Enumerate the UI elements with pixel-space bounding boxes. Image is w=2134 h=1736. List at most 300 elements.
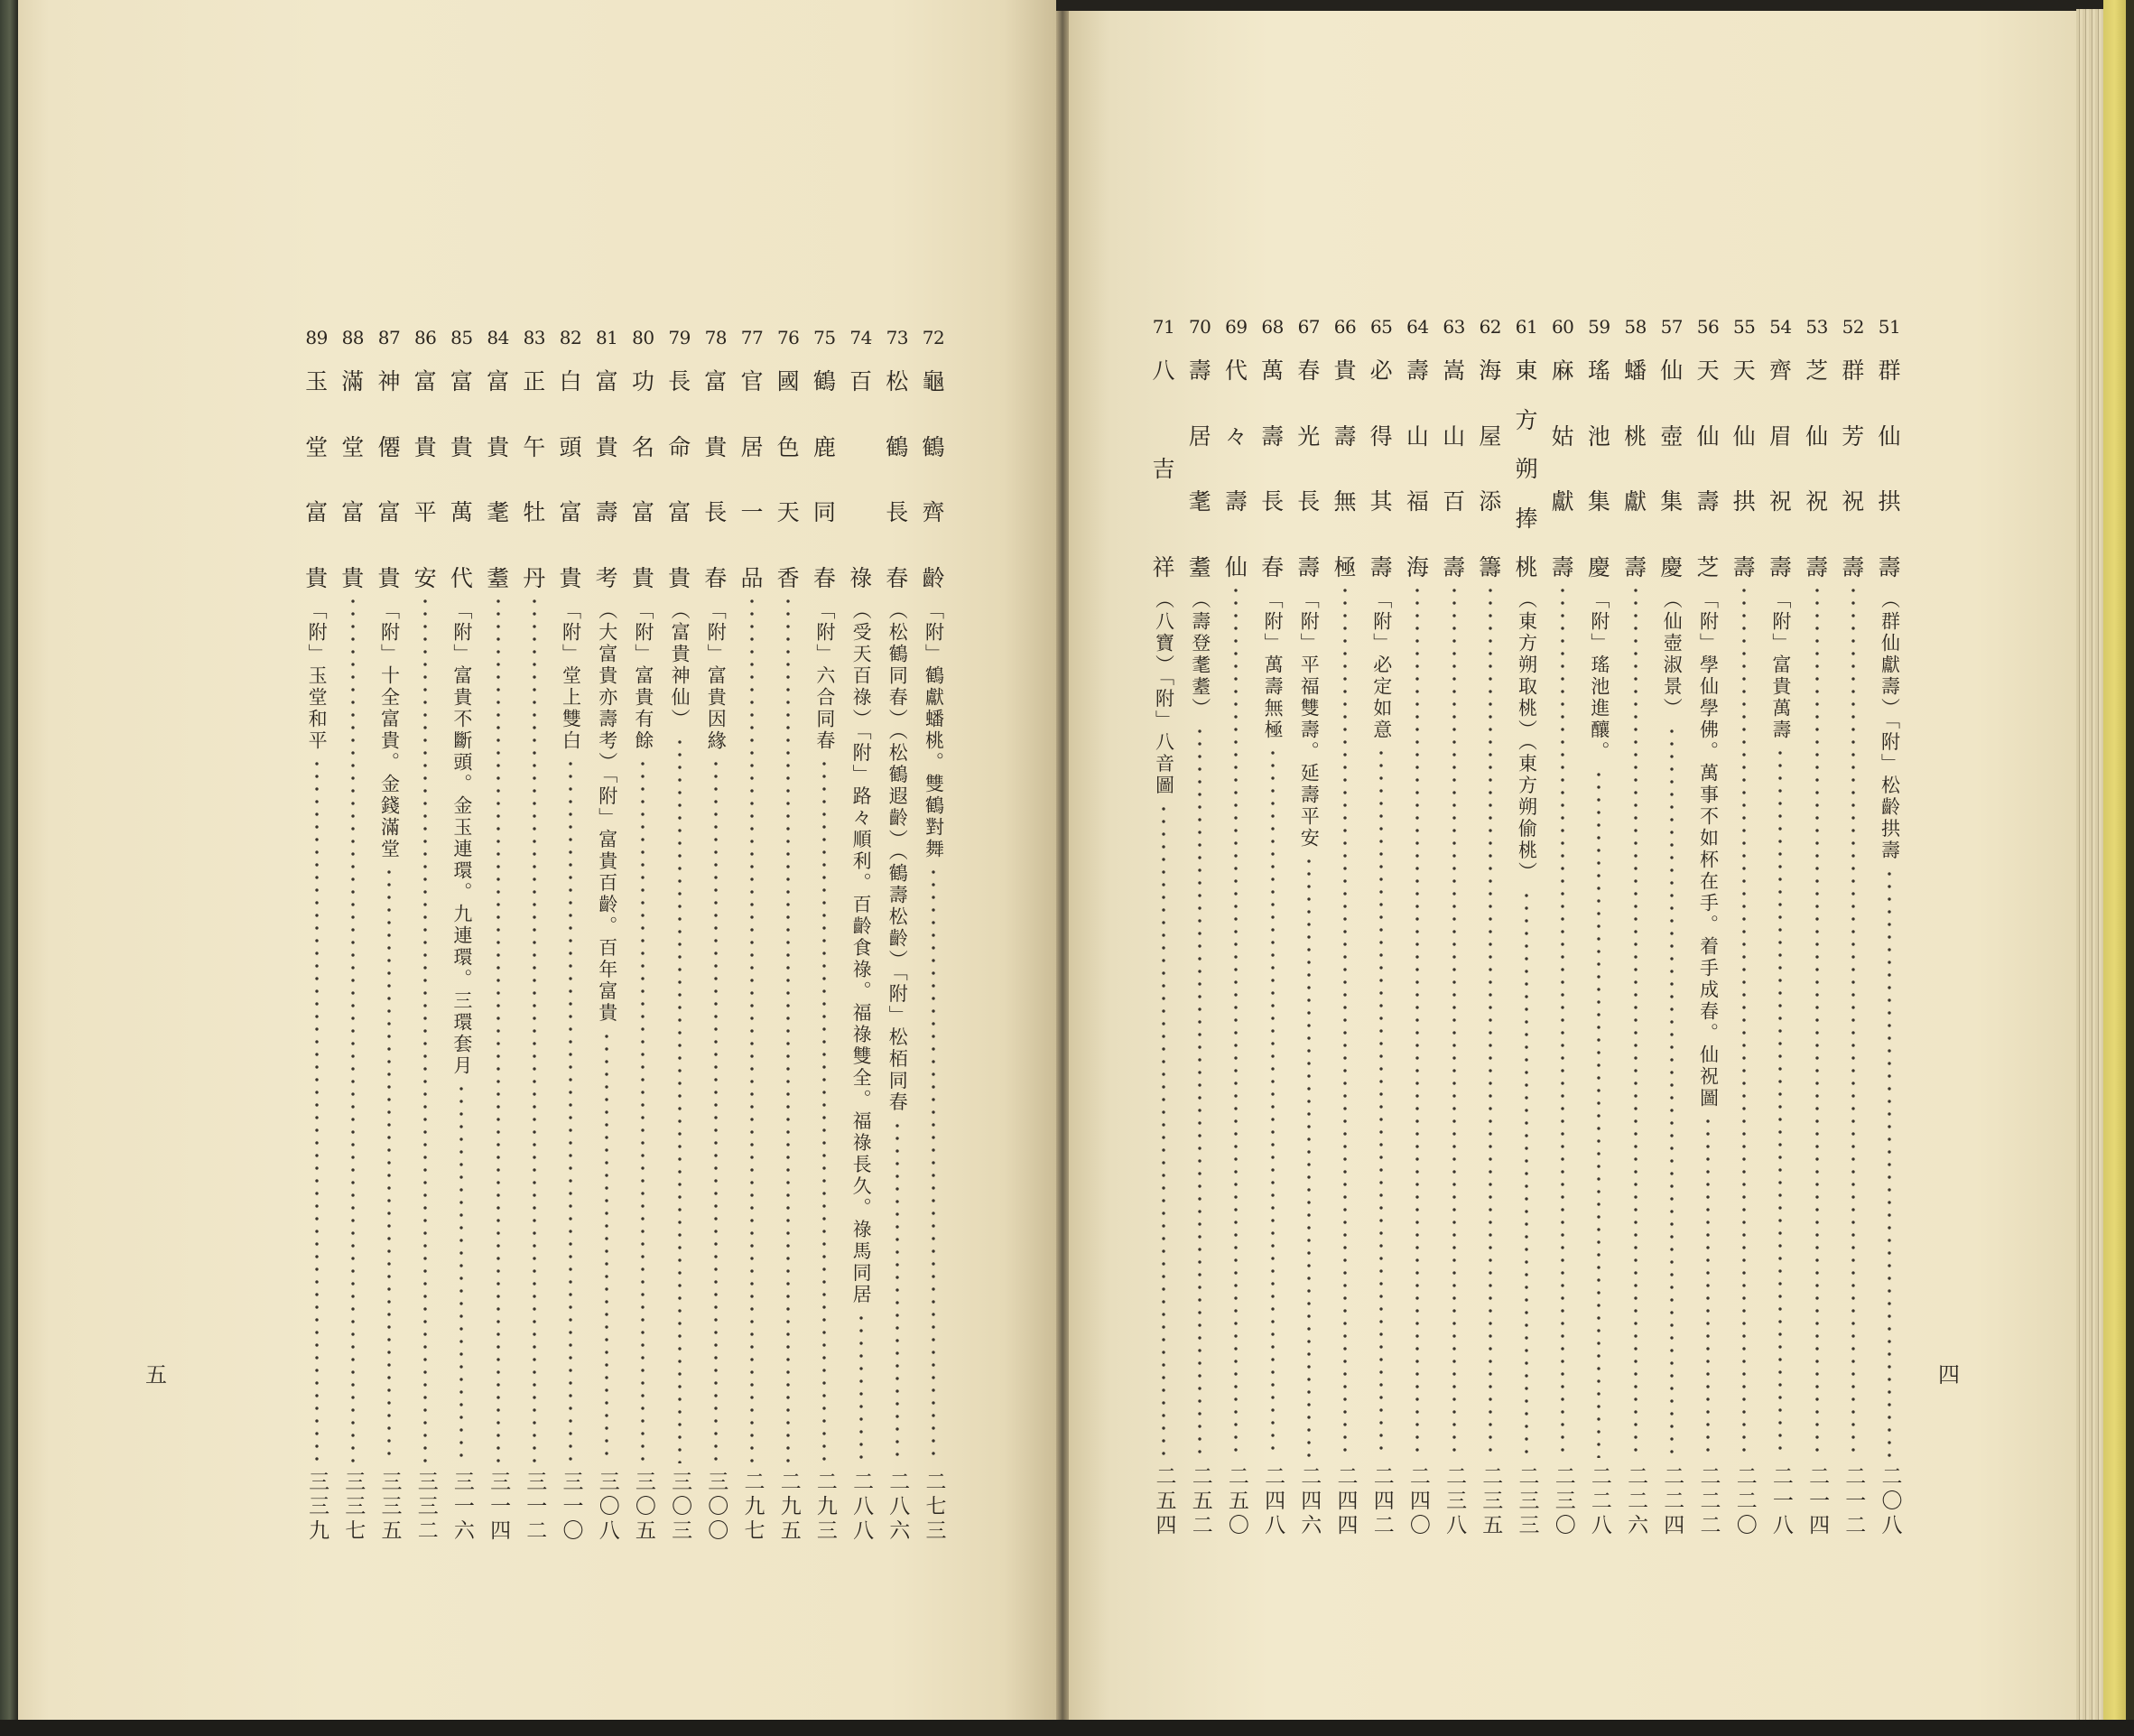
title-character: 色: [776, 433, 800, 460]
dot-leader: [821, 757, 828, 1463]
entry-page-reference: 二二〇: [1732, 1465, 1757, 1538]
dot-leader: [1523, 889, 1530, 1459]
title-character: 祥: [1152, 554, 1175, 580]
entry-title: [1225, 359, 1248, 579]
dot-leader: [676, 736, 683, 1463]
entry-number: 62: [1479, 316, 1502, 338]
entry-page-reference: 三一六: [450, 1471, 474, 1544]
toc-entry: [917, 325, 950, 1544]
title-character: 富: [487, 368, 510, 395]
title-character: 貴: [413, 433, 437, 460]
entry-page-reference: 二五四: [1152, 1465, 1176, 1538]
title-character: 拱: [1732, 488, 1756, 515]
toc-entry: [409, 325, 441, 1544]
entry-title: [777, 370, 800, 589]
entry-note: 「附」萬壽無極: [1262, 589, 1285, 741]
title-character: 壽: [1551, 553, 1574, 580]
title-character: 春: [1297, 357, 1321, 384]
title-character: 貴: [595, 433, 618, 460]
dot-leader: [1814, 584, 1821, 1458]
toc-entry: [700, 325, 732, 1544]
title-character: 山: [1406, 422, 1429, 450]
title-character: 壽: [1878, 553, 1901, 580]
title-character: 芳: [1842, 422, 1865, 450]
entry-page-reference: 二五二: [1188, 1465, 1212, 1538]
dot-leader: [1777, 747, 1784, 1458]
title-character: 仙: [1878, 422, 1901, 450]
entry-note: （大富貴亦壽考）「附」富貴百齡。百年富貴: [596, 600, 618, 1025]
title-character: 耄: [1188, 488, 1211, 515]
toc-entry: [445, 325, 478, 1544]
dot-leader: [748, 595, 756, 1463]
entry-page-reference: 二三八: [1443, 1465, 1467, 1538]
title-character: 百: [1443, 488, 1466, 515]
entry-title: [596, 370, 618, 589]
title-character: 貴: [377, 564, 401, 591]
entry-number: 81: [595, 327, 618, 348]
entry-title: [922, 370, 944, 589]
entry-number: 78: [704, 327, 728, 348]
entry-title: [1406, 359, 1429, 579]
title-character: 午: [523, 433, 546, 460]
title-character: 頭: [559, 433, 582, 460]
dot-leader: [422, 595, 429, 1463]
dot-leader: [1886, 868, 1893, 1459]
title-character: 貴: [341, 564, 365, 591]
toc-entry: [881, 325, 914, 1544]
entry-number: 65: [1369, 316, 1393, 338]
entry-page-reference: 三〇八: [595, 1471, 619, 1544]
entry-note: 「附」學仙學佛。萬事不如杯在手。着手成春。仙祝圖: [1697, 589, 1720, 1109]
title-character: 富: [668, 499, 691, 526]
title-character: 々: [1224, 422, 1248, 450]
entry-page-reference: 三〇五: [631, 1471, 655, 1544]
title-character: 壽: [1624, 553, 1647, 580]
title-character: 屋: [1479, 422, 1502, 450]
entry-note: 「附」鶴獻蟠桃。雙鶴對舞: [923, 600, 945, 860]
toc-entry: [845, 325, 877, 1544]
title-character: 貴: [631, 564, 654, 591]
scan-bottom-edge: [0, 1720, 2134, 1736]
title-character: 壽: [1261, 422, 1285, 450]
entry-page-reference: 二一八: [1768, 1465, 1793, 1538]
entry-title: [668, 370, 691, 589]
dot-leader: [1632, 584, 1639, 1458]
entry-number: 57: [1660, 316, 1684, 338]
entry-title: [1878, 359, 1900, 579]
title-character: 富: [559, 499, 582, 526]
entry-title: [377, 370, 400, 589]
title-character: 居: [740, 433, 764, 460]
dot-leader: [495, 595, 502, 1463]
entry-note: 「附」十全富貴。金錢滿堂: [378, 600, 401, 860]
title-character: 桃: [1515, 554, 1538, 580]
entry-note: （東方朔取桃）（東方朔偷桃）: [1516, 589, 1538, 884]
dot-leader: [1269, 747, 1276, 1458]
entry-page-reference: 二二二: [1696, 1465, 1721, 1538]
toc-entry: [554, 325, 587, 1544]
title-character: 芝: [1696, 553, 1720, 580]
toc-entry: [482, 325, 515, 1544]
entry-title: [1443, 359, 1465, 579]
entry-number: 51: [1878, 316, 1901, 338]
entry-number: 54: [1769, 316, 1792, 338]
title-character: 富: [341, 499, 365, 526]
entry-number: 69: [1225, 316, 1248, 338]
entry-note: （群仙獻壽）「附」松齡拱壽: [1879, 589, 1901, 862]
title-character: 名: [631, 433, 654, 460]
dot-leader: [567, 757, 574, 1463]
entry-number: 52: [1842, 316, 1865, 338]
title-character: 品: [740, 564, 764, 591]
entry-title: [1515, 359, 1537, 579]
entry-number: 53: [1805, 316, 1828, 338]
title-character: 貴: [450, 433, 473, 460]
title-character: 壽: [1768, 553, 1792, 580]
entry-number: 60: [1551, 316, 1574, 338]
entry-page-reference: 二四四: [1333, 1465, 1358, 1538]
title-character: 蟠: [1624, 357, 1647, 384]
toc-entry: [518, 325, 551, 1544]
title-character: 天: [776, 499, 800, 526]
entry-number: 89: [305, 327, 328, 348]
dot-leader: [1232, 584, 1239, 1458]
entry-number: 75: [813, 327, 836, 348]
title-character: 瑤: [1587, 357, 1610, 384]
entry-note: （壽登耄耋）: [1189, 589, 1211, 719]
entry-page-reference: 二三三: [1515, 1465, 1539, 1538]
title-character: 百: [849, 368, 873, 395]
title-character: 國: [776, 368, 800, 395]
title-character: 富: [631, 499, 654, 526]
dot-leader: [458, 1082, 465, 1463]
dot-leader: [1595, 768, 1602, 1458]
entry-page-reference: 二三〇: [1551, 1465, 1575, 1538]
title-character: 僊: [377, 433, 401, 460]
entry-title: [1624, 359, 1647, 579]
entry-number: 67: [1297, 316, 1321, 338]
left-page: [18, 0, 1056, 1720]
title-character: 山: [1443, 422, 1466, 450]
entry-page-reference: 三〇〇: [704, 1471, 728, 1544]
title-character: 富: [450, 368, 473, 395]
dot-leader: [712, 757, 719, 1463]
title-character: 富: [413, 368, 437, 395]
title-character: 鶴: [886, 433, 909, 460]
dot-leader: [894, 1119, 901, 1464]
entry-note: 「附」富貴不斷頭。金玉連環。九連環。三環套月: [450, 600, 473, 1077]
toc-entry: [1582, 314, 1615, 1538]
toc-entry: [1510, 314, 1543, 1538]
dot-leader: [1850, 584, 1857, 1458]
entry-note: （八寶）「附」八音圖: [1153, 589, 1175, 797]
toc-entry: [808, 325, 840, 1544]
toc-entry: [1728, 314, 1760, 1538]
title-character: 齊: [1768, 357, 1792, 384]
title-character: 芝: [1805, 357, 1829, 384]
title-character: 無: [1333, 488, 1357, 515]
dot-leader: [349, 595, 357, 1463]
dot-leader: [784, 595, 792, 1463]
title-character: 添: [1479, 488, 1502, 515]
entry-note: 「附」玉堂和平: [306, 600, 329, 752]
title-character: 祝: [1768, 488, 1792, 515]
title-character: 功: [631, 368, 654, 395]
entry-title: [1696, 359, 1719, 579]
title-character: 捧: [1515, 505, 1538, 532]
dot-leader: [531, 595, 538, 1463]
page-stack-edge: [2076, 9, 2103, 1720]
entry-title: [305, 370, 328, 589]
title-character: 群: [1878, 357, 1901, 384]
entry-title: [1842, 359, 1864, 579]
dot-leader: [858, 1312, 865, 1464]
title-character: 祝: [1805, 488, 1829, 515]
title-character: 龜: [922, 368, 945, 395]
title-character: 代: [450, 564, 473, 591]
entry-note: 「附」富貴有餘: [632, 600, 654, 752]
toc-entry: [736, 325, 768, 1544]
entry-note: （受天百祿）「附」路々順利。百齡食祿。福祿雙全。福祿長久。祿馬同居: [850, 600, 873, 1306]
entry-number: 61: [1515, 316, 1538, 338]
title-character: 眉: [1768, 422, 1792, 450]
title-character: 海: [1479, 357, 1502, 384]
title-character: 壽: [1696, 488, 1720, 515]
entry-page-reference: 二三五: [1479, 1465, 1503, 1538]
entry-title: [1660, 359, 1683, 579]
book-cover-edge-right: [2126, 0, 2134, 1736]
entry-page-reference: 二二八: [1587, 1465, 1611, 1538]
toc-entry: [1873, 314, 1906, 1538]
title-character: 獻: [1624, 488, 1647, 515]
entry-number: 72: [922, 327, 945, 348]
title-character: 桃: [1624, 422, 1647, 450]
folio-left: 五: [145, 1362, 167, 1388]
entry-page-reference: 二四二: [1369, 1465, 1394, 1538]
title-character: 堂: [305, 433, 329, 460]
entry-number: 63: [1443, 316, 1465, 338]
title-character: 集: [1660, 488, 1684, 515]
toc-entry: [1257, 314, 1289, 1538]
title-character: 春: [886, 564, 909, 591]
entry-title: [886, 370, 908, 589]
title-character: 鹿: [812, 433, 836, 460]
entry-number: 82: [559, 327, 582, 348]
title-character: 平: [413, 499, 437, 526]
entry-title: [1152, 359, 1174, 579]
entry-note: 「附」富貴因緣: [705, 600, 728, 752]
title-character: 考: [595, 564, 618, 591]
title-character: 安: [413, 564, 437, 591]
right-page: [1069, 11, 2076, 1720]
entry-number: 83: [523, 327, 546, 348]
title-character: 萬: [450, 499, 473, 526]
title-character: 長: [668, 368, 691, 395]
dot-leader: [639, 757, 646, 1463]
title-character: 官: [740, 368, 764, 395]
title-character: 貴: [1333, 357, 1357, 384]
entry-note: （富貴神仙）: [669, 600, 691, 730]
title-character: 耄: [487, 499, 510, 526]
entry-title: [1261, 359, 1284, 579]
dot-leader: [1160, 803, 1167, 1459]
title-character: 極: [1333, 553, 1357, 580]
dot-leader: [1341, 584, 1349, 1458]
title-character: 牡: [523, 499, 546, 526]
title-character: 壽: [1369, 553, 1393, 580]
title-character: 玉: [305, 368, 329, 395]
entry-number: 74: [849, 327, 872, 348]
title-character: 松: [886, 368, 909, 395]
dot-leader: [1414, 584, 1421, 1458]
toc-columns-left: [18, 0, 1056, 1720]
entry-note: 「附」必定如意: [1370, 589, 1393, 741]
title-character: 嵩: [1443, 357, 1466, 384]
title-character: 吉: [1152, 456, 1175, 482]
title-character: 富: [377, 499, 401, 526]
entry-note: 「附」瑤池進釀。: [1588, 589, 1610, 763]
dot-leader: [385, 866, 393, 1463]
title-character: 丹: [523, 564, 546, 591]
dot-leader: [1196, 725, 1203, 1458]
title-character: 滿: [341, 368, 365, 395]
book-cover-edge-left: [0, 0, 18, 1736]
title-character: 春: [704, 564, 728, 591]
entry-page-reference: 二九五: [776, 1471, 801, 1544]
toc-entry: [1438, 314, 1471, 1538]
dot-leader: [1668, 725, 1675, 1458]
title-character: 壽: [1224, 488, 1248, 515]
entry-title: [1552, 359, 1574, 579]
title-character: 池: [1587, 422, 1610, 450]
title-character: 籌: [1479, 553, 1502, 580]
entry-note: 「附」平福雙壽。延壽平安: [1298, 589, 1321, 849]
entry-page-reference: 二九三: [812, 1471, 837, 1544]
entry-title: [813, 370, 836, 589]
entry-number: 86: [413, 327, 437, 348]
entry-number: 64: [1406, 316, 1429, 338]
entry-page-reference: 三三五: [377, 1471, 402, 1544]
title-character: 長: [1261, 488, 1285, 515]
entry-page-reference: 二八六: [886, 1471, 910, 1544]
toc-entry: [590, 325, 623, 1544]
entry-title: [1479, 359, 1501, 579]
entry-title: [632, 370, 654, 589]
title-character: 耋: [487, 564, 510, 591]
entry-title: [1370, 359, 1393, 579]
toc-entry: [1220, 314, 1252, 1538]
title-character: 富: [595, 368, 618, 395]
entry-page-reference: 二八八: [849, 1471, 874, 1544]
toc-entry: [1656, 314, 1688, 1538]
toc-entry: [337, 325, 369, 1544]
entry-number: 55: [1732, 316, 1756, 338]
toc-entry: [373, 325, 405, 1544]
entry-note: （仙壺淑景）: [1661, 589, 1684, 719]
entry-note: 「附」堂上雙白: [560, 600, 582, 752]
entry-note: 「附」富貴萬壽: [1769, 589, 1792, 741]
title-character: 天: [1696, 357, 1720, 384]
title-character: 長: [704, 499, 728, 526]
title-character: 富: [305, 499, 329, 526]
title-character: 仙: [1660, 357, 1684, 384]
title-character: 齊: [922, 499, 945, 526]
toc-columns-right: [1069, 11, 2076, 1720]
title-character: 壺: [1660, 422, 1684, 450]
entry-number: 68: [1261, 316, 1284, 338]
title-character: 春: [1261, 553, 1285, 580]
entry-page-reference: 二四六: [1297, 1465, 1322, 1538]
title-character: 富: [704, 368, 728, 395]
toc-entry: [772, 325, 804, 1544]
title-character: 壽: [1406, 357, 1429, 384]
entry-title: [1733, 359, 1756, 579]
entry-title: [704, 370, 727, 589]
entry-page-reference: 二二四: [1660, 1465, 1684, 1538]
title-character: 壽: [1333, 422, 1357, 450]
title-character: 方: [1515, 406, 1538, 433]
title-character: 同: [812, 499, 836, 526]
entry-title: [559, 370, 581, 589]
entry-number: 87: [377, 327, 401, 348]
folio-right: 四: [1938, 1362, 1960, 1388]
dot-leader: [1451, 584, 1458, 1458]
title-character: 獻: [1551, 488, 1574, 515]
entry-page-reference: 二一二: [1842, 1465, 1866, 1538]
title-character: 仙: [1224, 553, 1248, 580]
entry-title: [341, 370, 364, 589]
dot-leader: [603, 1030, 610, 1464]
title-character: 仙: [1805, 422, 1829, 450]
title-character: 代: [1224, 357, 1248, 384]
entry-number: 85: [450, 327, 473, 348]
title-character: 貴: [487, 433, 510, 460]
title-character: 海: [1406, 553, 1429, 580]
toc-entry: [1183, 314, 1216, 1538]
title-character: 居: [1188, 422, 1211, 450]
title-character: 壽: [1805, 553, 1829, 580]
title-character: 壽: [1297, 553, 1321, 580]
title-character: 鶴: [812, 368, 836, 395]
entry-page-reference: 三一二: [523, 1471, 547, 1544]
toc-entry: [1837, 314, 1870, 1538]
toc-entry: [1329, 314, 1361, 1538]
entry-title: [414, 370, 437, 589]
title-character: 正: [523, 368, 546, 395]
toc-entry: [1692, 314, 1724, 1538]
entry-page-reference: 二五〇: [1224, 1465, 1248, 1538]
title-character: 八: [1152, 357, 1175, 384]
title-character: 壽: [1842, 553, 1865, 580]
entry-number: 56: [1696, 316, 1720, 338]
dot-leader: [1740, 584, 1748, 1458]
toc-entry: [1401, 314, 1433, 1538]
title-character: 祿: [849, 565, 873, 591]
entry-page-reference: 三〇三: [668, 1471, 692, 1544]
entry-number: 58: [1624, 316, 1647, 338]
title-character: 白: [559, 368, 582, 395]
entry-title: [1297, 359, 1320, 579]
entry-number: 79: [668, 327, 691, 348]
entry-title: [1769, 359, 1792, 579]
toc-entry: [626, 325, 659, 1544]
entry-number: 71: [1152, 316, 1175, 338]
dot-leader: [1559, 584, 1566, 1458]
title-character: 群: [1842, 357, 1865, 384]
toc-entry: [1474, 314, 1507, 1538]
toc-entry: [663, 325, 696, 1544]
title-character: 一: [740, 499, 764, 526]
